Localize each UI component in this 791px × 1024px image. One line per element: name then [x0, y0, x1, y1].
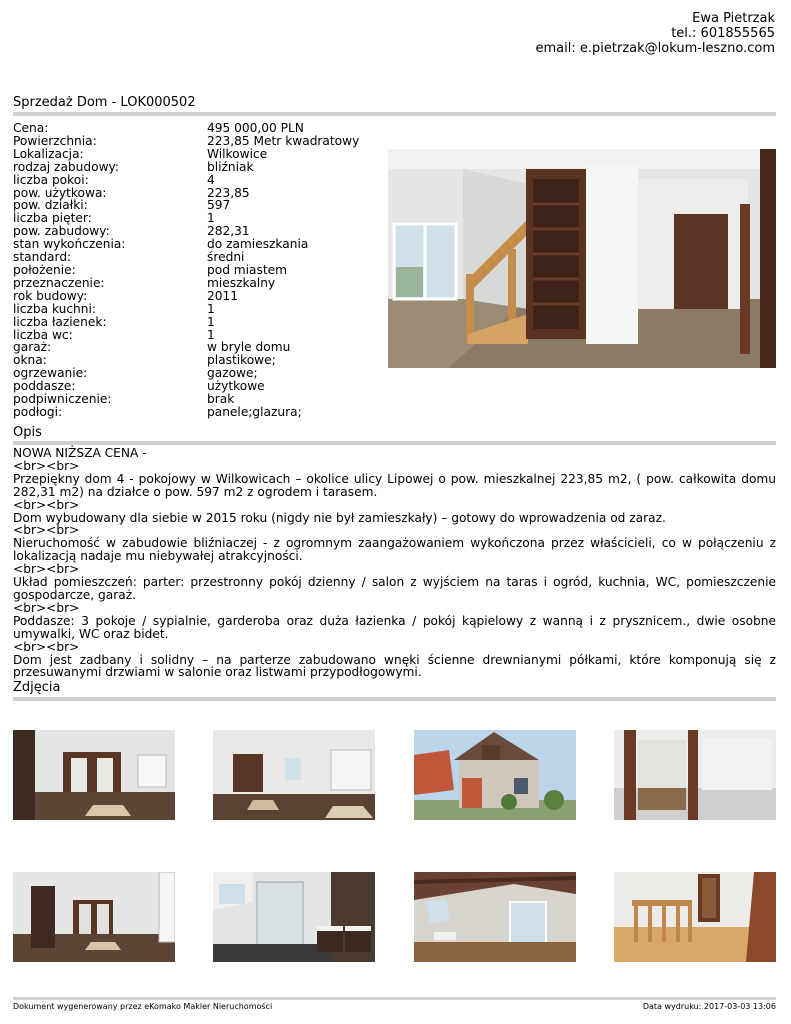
detail-value: 1 [207, 327, 215, 342]
detail-row [13, 277, 359, 290]
photo-thumbnail[interactable] [13, 872, 175, 962]
photo-thumbnail[interactable] [13, 730, 175, 820]
detail-row [13, 148, 359, 161]
agent-email: email: e.pietrzak@lokum-leszno.com [535, 41, 775, 56]
detail-label: liczba pokoi: [13, 172, 89, 187]
detail-value: brak [207, 392, 235, 407]
detail-label: stan wykończenia: [13, 237, 126, 252]
detail-value: 282,31 [207, 224, 250, 239]
detail-label: garaż: [13, 340, 52, 355]
photo-thumbnail[interactable] [213, 730, 375, 820]
detail-value: do zamieszkania [207, 237, 309, 252]
description-line: <br><br> [13, 497, 80, 512]
detail-label: rok budowy: [13, 288, 88, 303]
photos-divider [13, 697, 776, 701]
photo-thumbnail[interactable] [614, 730, 776, 820]
detail-row [13, 264, 359, 277]
description-line: NOWA NIŻSZA CENA - [13, 446, 147, 460]
description-title: Opis [13, 425, 42, 440]
detail-row [13, 290, 359, 303]
photo-thumbnail[interactable] [213, 872, 375, 962]
detail-value: plastikowe; [207, 353, 276, 368]
detail-label: liczba kuchni: [13, 301, 96, 316]
footer-generated-by: Dokument wygenerowany przez eKomako Makler Nieruchomości [13, 1002, 273, 1011]
detail-value: mieszkalny [207, 275, 276, 290]
detail-label: przeznaczenie: [13, 275, 105, 290]
agent-phone: tel.: 601855565 [671, 26, 775, 41]
detail-label: podłogi: [13, 404, 63, 419]
detail-row [13, 135, 359, 148]
footer-divider [13, 997, 776, 1000]
detail-label: Powierzchnia: [13, 133, 97, 148]
detail-value: Wilkowice [207, 146, 268, 161]
detail-label: standard: [13, 250, 72, 265]
description-line: <br><br> [13, 523, 80, 538]
offer-title: Sprzedaż Dom - LOK000502 [13, 95, 196, 110]
detail-label: Cena: [13, 121, 49, 135]
property-details [13, 122, 359, 419]
description-line: Układ pomieszczeń: parter: przestronny pokój dzienny / salon z wyjściem na taras i ogród, kuchnia, WC, pomieszczenie gospodarcze, garaż. [13, 575, 776, 602]
detail-value: 495 000,00 PLN [207, 121, 304, 135]
detail-value: średni [207, 250, 245, 265]
detail-row [13, 316, 359, 329]
description-divider [13, 441, 776, 445]
photo-thumbnail[interactable] [414, 872, 576, 962]
room-photo-image [13, 872, 175, 962]
detail-value: 4 [207, 172, 215, 187]
detail-label: liczba łazienek: [13, 314, 107, 329]
description-line: Poddasze: 3 pokoje / sypialnie, garderoba oraz duża łazienka / pokój kąpielowy z wanną i z prysznicem., dwie osobne umywalki, WC oraz bidet. [13, 613, 776, 641]
detail-label: liczba pięter: [13, 211, 92, 226]
detail-value: gazowe; [207, 366, 258, 381]
detail-row [13, 406, 359, 419]
detail-row [13, 174, 359, 187]
detail-label: ogrzewanie: [13, 366, 88, 381]
description-line: Dom wybudowany dla siebie w 2015 roku (nigdy nie był zamieszkały) – gotowy do wprowadzenia od zaraz. [13, 510, 666, 525]
detail-label: położenie: [13, 262, 76, 277]
staircase-photo-image [614, 872, 776, 962]
description-line: <br><br> [13, 458, 80, 473]
detail-value: 1 [207, 211, 215, 226]
agent-contact [536, 11, 775, 56]
photo-thumbnail[interactable] [414, 730, 576, 820]
detail-label: podpiwniczenie: [13, 392, 112, 407]
footer-print-date: Data wydruku: 2017-03-03 13:06 [642, 1002, 776, 1011]
description-line: Nieruchomość w zabudowie bliźniaczej - z ogromnym zaangażowaniem wykończona przez właścicieli, co w połączeniu z lokalizacją nadaje mu niebywałej atrakcyjności. [13, 536, 776, 564]
detail-value: pod miastem [207, 262, 288, 277]
detail-value: 223,85 [207, 185, 250, 200]
photos-title: Zdjęcia [13, 680, 61, 695]
room-photo-image [13, 730, 175, 820]
description-line: <br><br> [13, 600, 80, 615]
room-photo-image [614, 730, 776, 820]
description-line: <br><br> [13, 562, 80, 577]
detail-label: liczba wc: [13, 327, 73, 342]
attic-room-photo-image [414, 872, 576, 962]
detail-value: 223,85 Metr kwadratowy [207, 133, 360, 148]
house-exterior-photo-image [414, 730, 576, 820]
detail-label: Lokalizacja: [13, 146, 84, 161]
main-photo [388, 149, 776, 368]
description-line: Przepiękny dom 4 - pokojowy w Wilkowicach – okolice ulicy Lipowej o pow. mieszkalnej 223,85 m2, ( pow. całkowita domu 282,31 m2) na działce o pow. 597 m2 z ogrodem i tarasem. [13, 471, 776, 499]
detail-row [13, 393, 359, 406]
detail-value: 597 [207, 198, 231, 213]
photo-thumbnail[interactable] [614, 872, 776, 962]
detail-label: pow. zabudowy: [13, 224, 110, 239]
detail-label: pow. użytkowa: [13, 185, 107, 200]
bathroom-photo-image [213, 872, 375, 962]
detail-row [13, 341, 359, 354]
detail-value: 1 [207, 314, 215, 329]
room-photo-image [213, 730, 375, 820]
detail-label: rodzaj zabudowy: [13, 159, 119, 174]
detail-label: okna: [13, 353, 47, 368]
detail-value: 2011 [207, 288, 239, 303]
agent-name: Ewa Pietrzak [692, 11, 775, 26]
description-line: <br><br> [13, 639, 80, 654]
detail-value: użytkowe [207, 379, 265, 394]
detail-value: bliźniak [207, 159, 254, 174]
detail-label: pow. działki: [13, 198, 88, 213]
detail-row [13, 303, 359, 316]
title-divider [13, 112, 776, 116]
detail-label: poddasze: [13, 379, 76, 394]
description-text [13, 447, 776, 679]
detail-value: panele;glazura; [207, 404, 302, 419]
detail-value: w bryle domu [207, 340, 291, 355]
detail-row [13, 122, 359, 135]
detail-row [13, 161, 359, 174]
detail-row [13, 329, 359, 342]
living-room-photo-image [388, 149, 776, 368]
detail-value: 1 [207, 301, 215, 316]
description-line: Dom jest zadbany i solidny – na parterze zabudowano wnęki ścienne drewnianymi półkami, które komponują się z przesuwanymi drzwiami w salonie oraz listwami przypodłogowymi. [13, 652, 776, 680]
